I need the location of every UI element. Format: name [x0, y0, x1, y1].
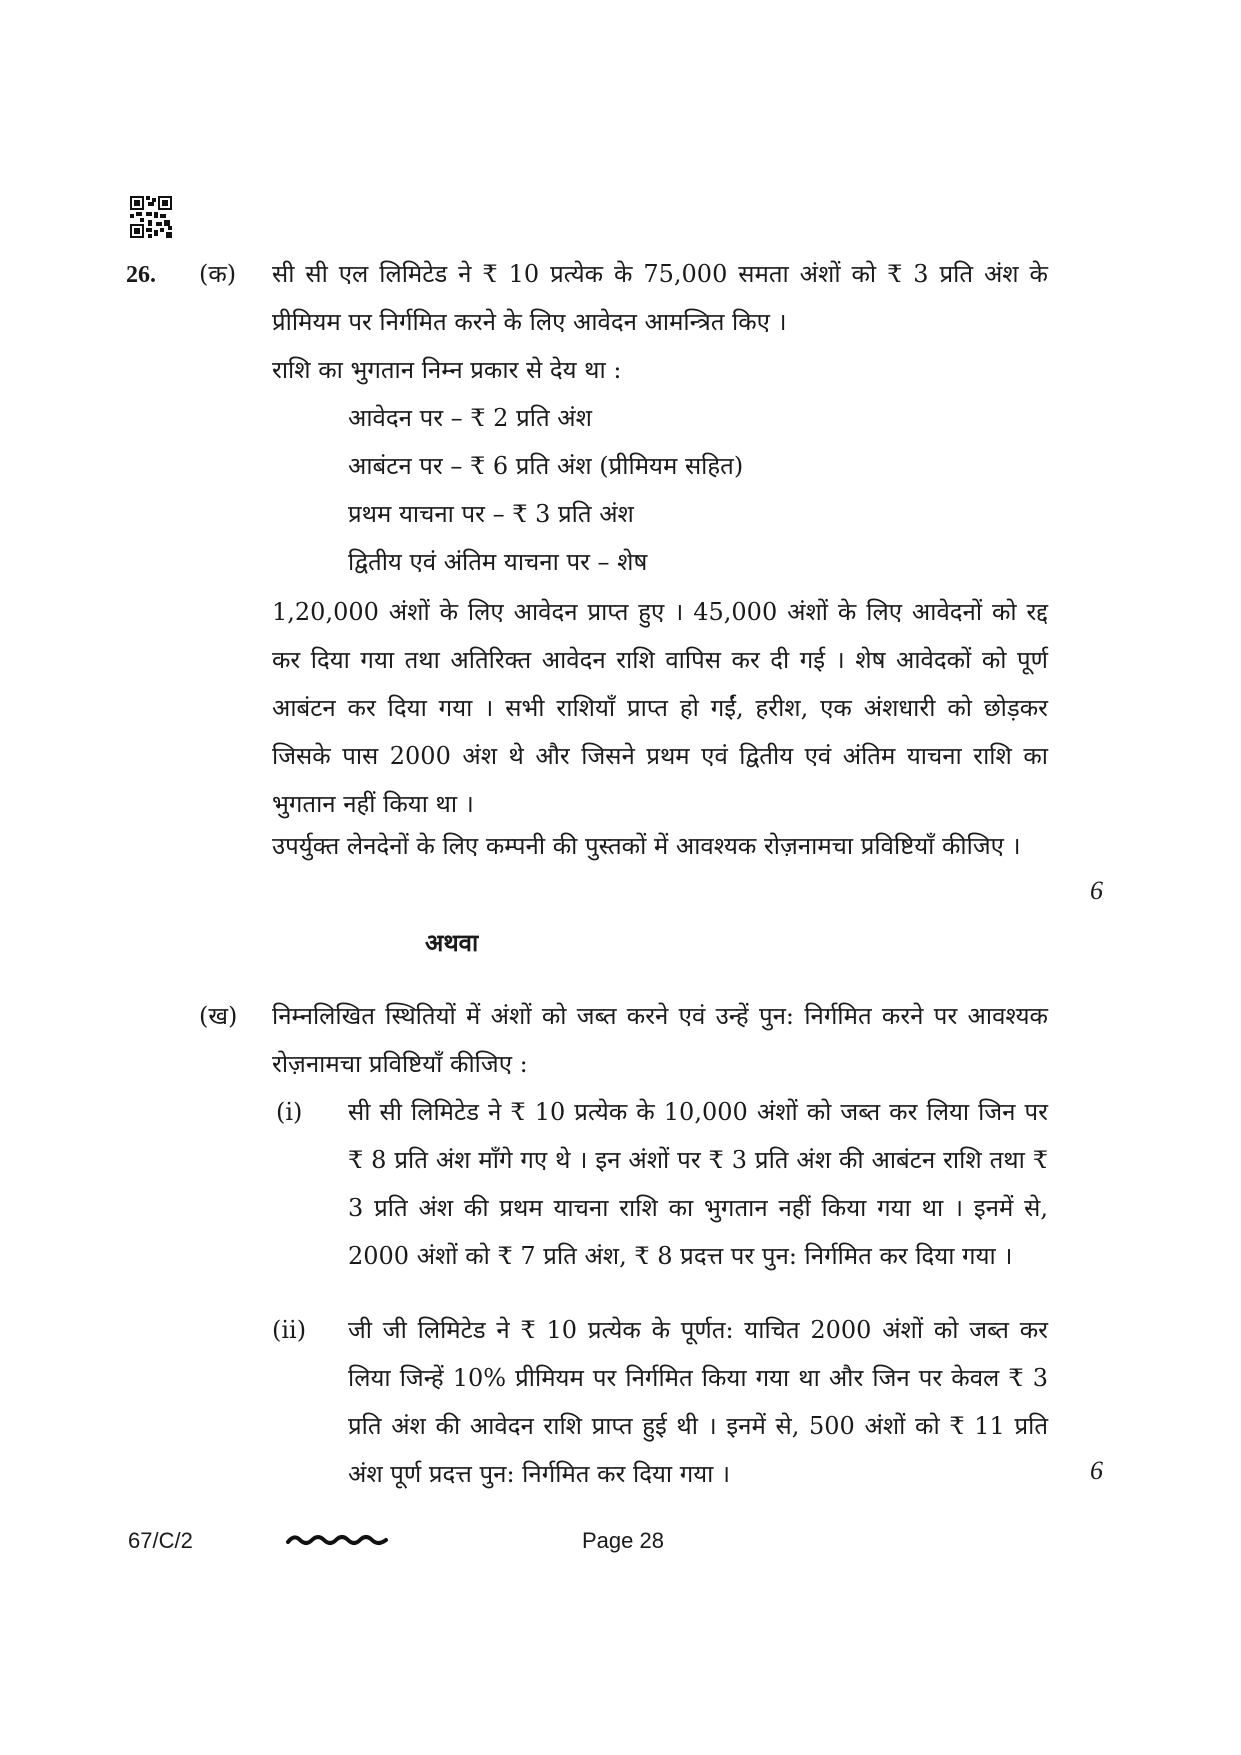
part-a-body: 1,20,000 अंशों के लिए आवेदन प्राप्त हुए । 45,000 अंशों के लिए आवेदनों को रद्द कर दिया गया तथा अतिरिक्त आवेदन राशि वापिस कर दी गई । शेष आवेदकों को पूर्ण आबंटन कर दिया गया । सभी राशियाँ प्राप्त हो गईं, हरीश, एक अंशधारी को छोड़कर जिसके पास 2000 अंश थे और जिसने प्रथम एवं द्वितीय एवं अंतिम याचना राशि का भुगतान नहीं किया था । [272, 598, 1048, 818]
item-ii-text: जी जी लिमिटेड ने ₹ 10 प्रत्येक के पूर्णत: याचित 2000 अंशों को जब्त कर लिया जिन्हें 10% प्रीमियम पर निर्गमित किया गया था और जिन पर केवल ₹ 3 प्रति अंश की आवेदन राशि प्राप्त हुई थी । इनमें से, 500 अंशों को ₹ 11 प्रति अंश पूर्ण प्रदत्त पुन: निर्गमित कर दिया गया । [348, 1316, 1048, 1488]
payment-line-application: आवेदन पर – ₹ 2 प्रति अंश [348, 404, 592, 432]
payment-heading: राशि का भुगतान निम्न प्रकार से देय था : [272, 356, 622, 384]
part-a-label: (क) [199, 260, 237, 288]
page-number: Page 28 [582, 1528, 664, 1553]
part-b-marks: 6 [1090, 1456, 1103, 1485]
payment-line-allotment: आबंटन पर – ₹ 6 प्रति अंश (प्रीमियम सहित) [348, 452, 744, 480]
squiggle-divider-icon [286, 1528, 390, 1552]
payment-line-first-call: प्रथम याचना पर – ₹ 3 प्रति अंश [348, 500, 634, 528]
payment-line-final-call: द्वितीय एवं अंतिम याचना पर – शेष [348, 548, 648, 576]
qr-code-icon [130, 196, 172, 238]
part-a-intro: सी सी एल लिमिटेड ने ₹ 10 प्रत्येक के 75,000 समता अंशों को ₹ 3 प्रति अंश के प्रीमियम पर निर्गमित करने के लिए आवेदन आमन्त्रित किए । [272, 260, 1048, 336]
part-a-marks: 6 [1090, 876, 1103, 905]
paper-code: 67/C/2 [128, 1528, 193, 1553]
part-b-label: (ख) [199, 1002, 238, 1030]
part-b-intro: निम्नलिखित स्थितियों में अंशों को जब्त करने एवं उन्हें पुन: निर्गमित करने पर आवश्यक रोज़नामचा प्रविष्टियाँ कीजिए : [272, 1002, 1048, 1078]
item-ii-label: (ii) [272, 1316, 307, 1344]
item-i-text: सी सी लिमिटेड ने ₹ 10 प्रत्येक के 10,000 अंशों को जब्त कर लिया जिन पर ₹ 8 प्रति अंश माँगे गए थे । इन अंशों पर ₹ 3 प्रति अंश की आबंटन राशि तथा ₹ 3 प्रति अंश की प्रथम याचना राशि का भुगतान नहीं किया गया था । इनमें से, 2000 अंशों को ₹ 7 प्रति अंश, ₹ 8 प्रदत्त पर पुन: निर्गमित कर दिया गया । [348, 1098, 1048, 1270]
item-i-label: (i) [276, 1098, 303, 1126]
part-a-instruction: उपर्युक्त लेनदेनों के लिए कम्पनी की पुस्तकों में आवश्यक रोज़नामचा प्रविष्टियाँ कीजिए । [272, 832, 1021, 860]
question-number: 26. [126, 262, 156, 288]
or-separator: अथवा [425, 928, 479, 957]
